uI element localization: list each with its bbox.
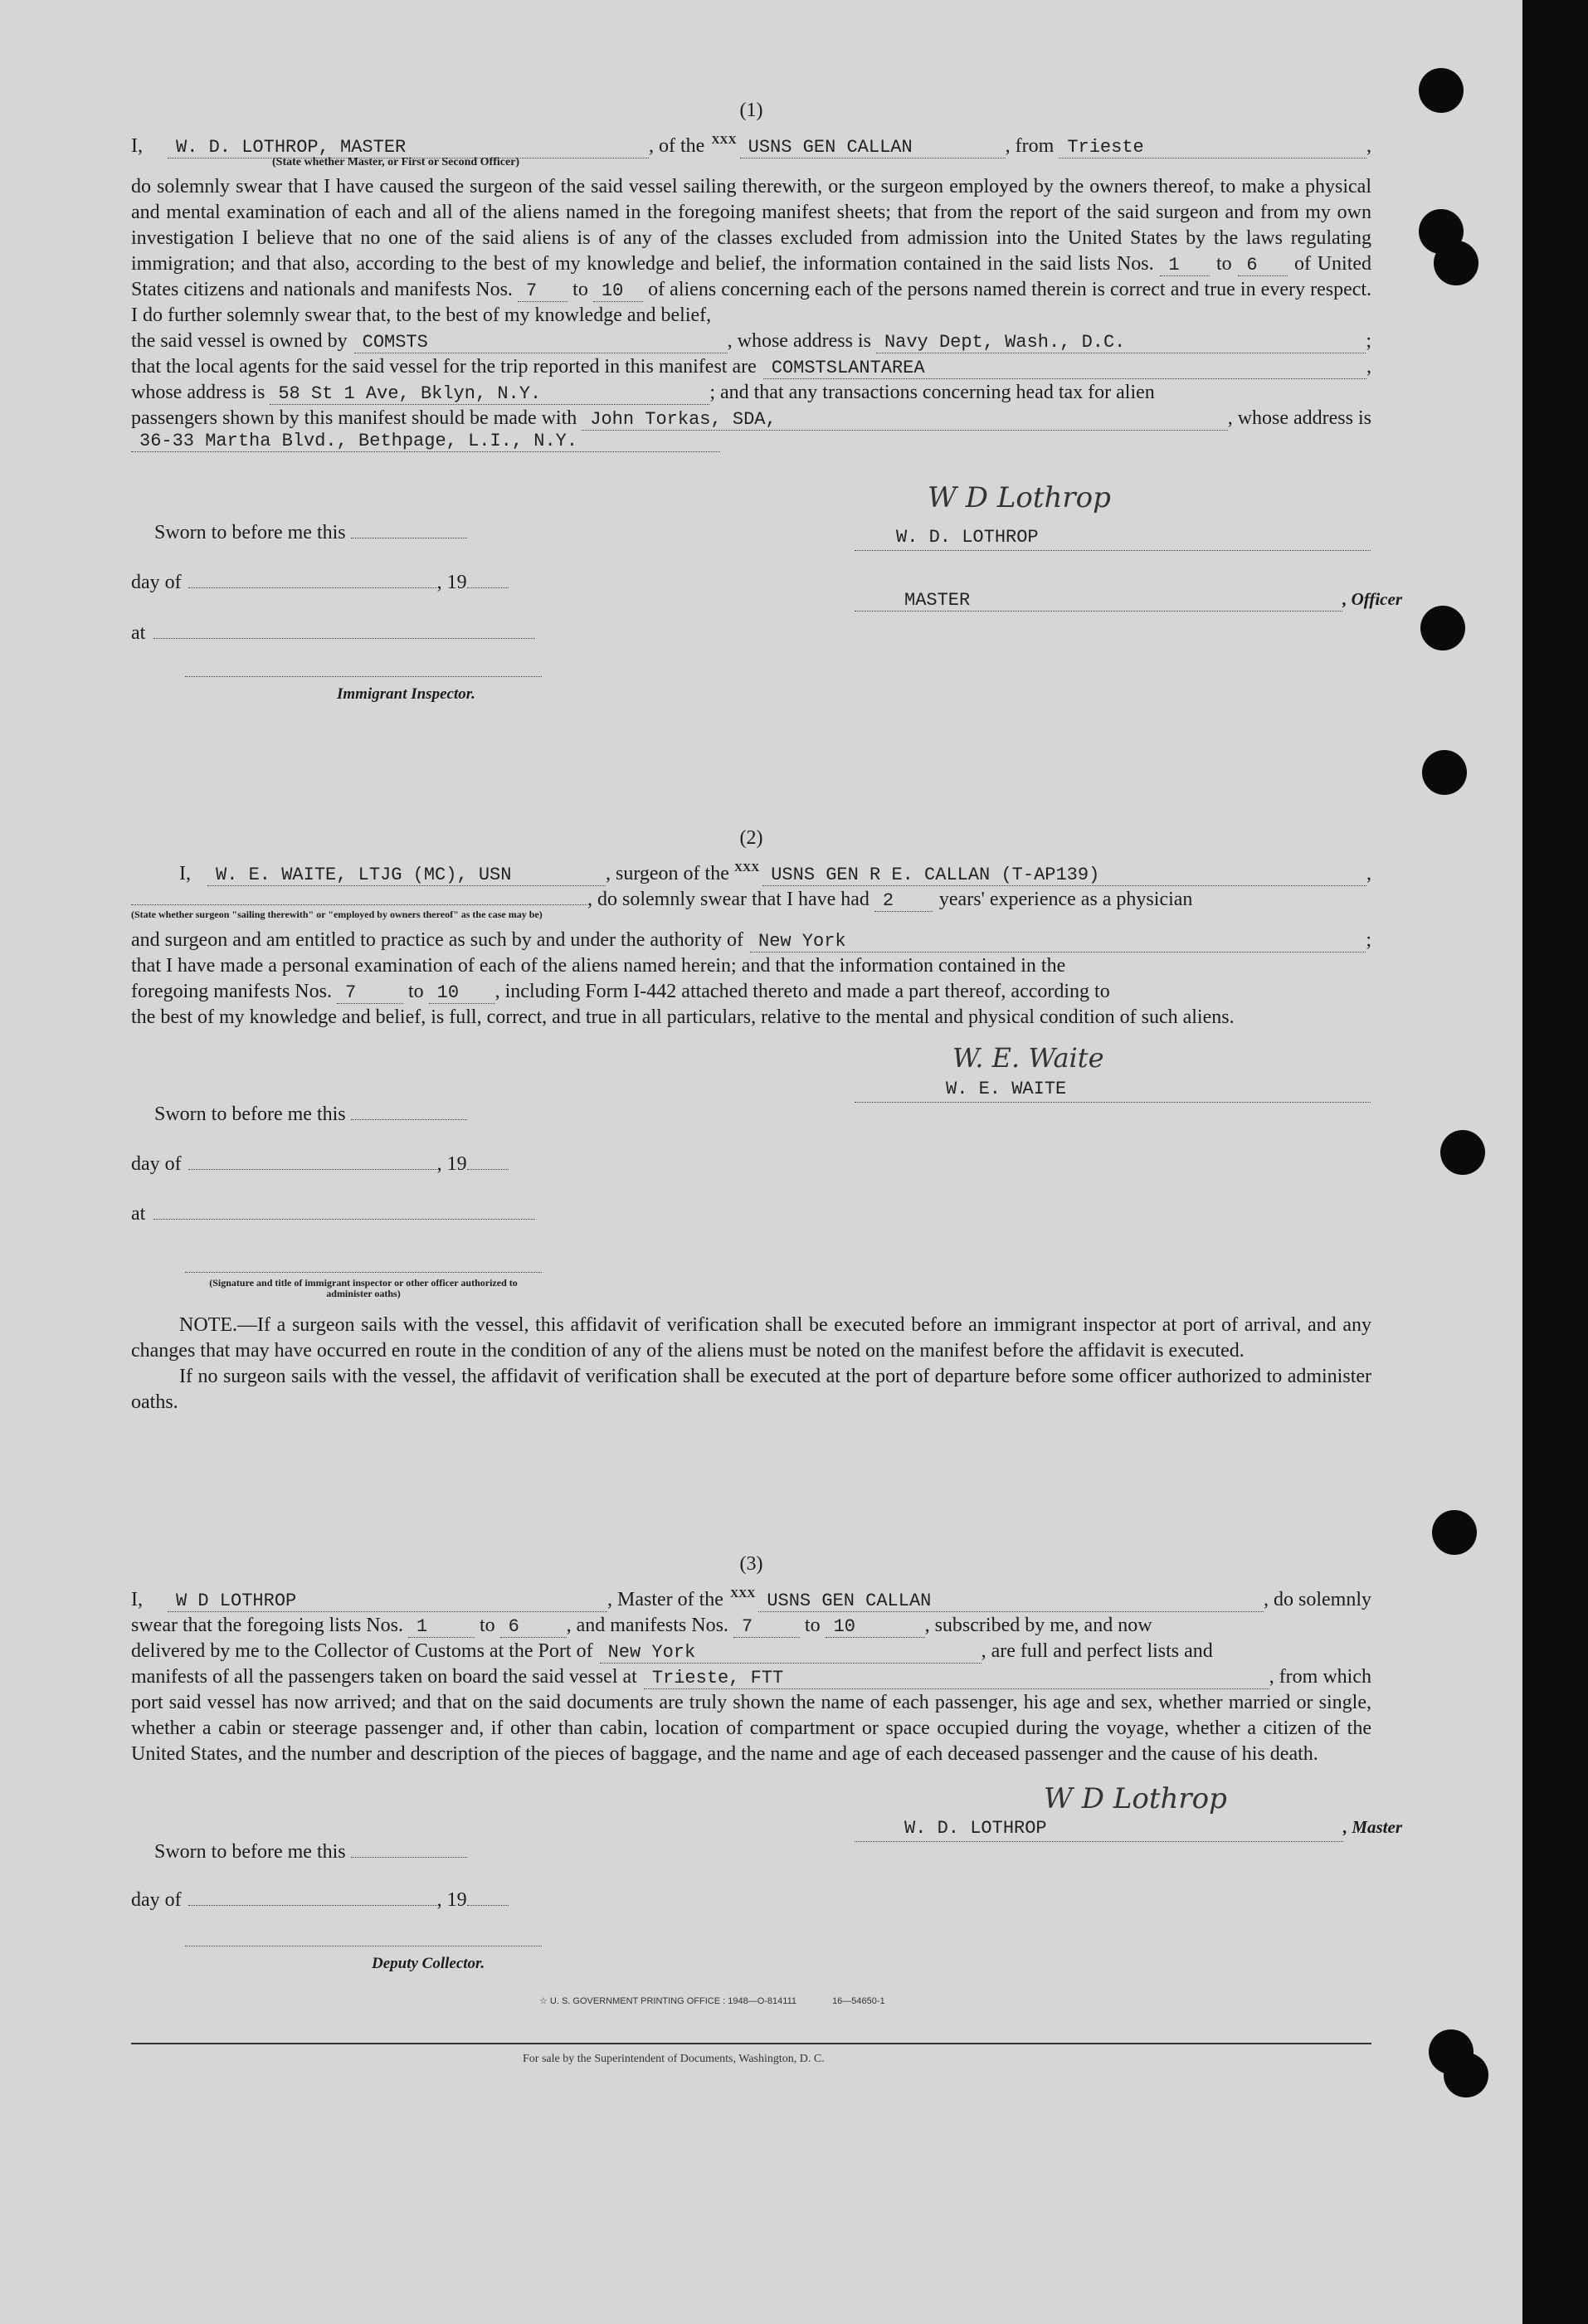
label-whose-address: , whose address is	[1227, 407, 1371, 429]
officer-signature-note: (Signature and title of immigrant inspector or other officer authorized to administer oaths)	[209, 1277, 518, 1299]
label-of-the: , of the	[649, 135, 705, 157]
lists-from-field: 1	[1160, 256, 1210, 276]
state-field: New York	[750, 932, 1366, 952]
manifests-from-field: 7	[733, 1617, 800, 1638]
label-year: , 19	[436, 572, 467, 593]
label-master-of: , Master of the	[607, 1589, 723, 1610]
day-of-line	[188, 1169, 437, 1170]
surgeon-typed-name: W. E. WAITE	[946, 1079, 1067, 1099]
manifests-from-field: 7	[518, 281, 567, 302]
authority-text: and surgeon and am entitled to practice as such by and under the authority of	[131, 929, 743, 951]
master-label: , Master	[1342, 1817, 1402, 1837]
label-i: I,	[131, 135, 143, 157]
form-text: , including Form I-442 attached thereto and made a part thereof, according to	[494, 981, 1110, 1002]
owner-address-field: Navy Dept, Wash., D.C.	[876, 333, 1366, 353]
label-to: to	[1216, 253, 1232, 275]
surgeon-handwritten-signature: W. E. Waite	[952, 1042, 1104, 1074]
officer-title-field: MASTER	[855, 591, 1342, 611]
label-year: , 19	[436, 1153, 467, 1175]
inspector-signature-line	[185, 676, 542, 677]
punch-hole	[1422, 750, 1467, 795]
manifests-to-field: 10	[429, 983, 495, 1004]
deputy-collector-label: Deputy Collector.	[372, 1955, 485, 1972]
delivered-text: delivered by me to the Collector of Customs at the Port of	[131, 1640, 593, 1662]
section-2-surgeon-oath	[131, 826, 1371, 1030]
agent-address-field: 58 St 1 Ave, Bklyn, N.Y.	[270, 384, 709, 405]
master-typed-name: W. D. LOTHROP	[904, 1818, 1047, 1839]
master-signature-line	[855, 524, 1371, 551]
tax-agent-field: John Torkas, SDA,	[582, 410, 1227, 431]
owner-field: COMSTS	[354, 333, 728, 353]
gpo-imprint	[539, 1995, 885, 2006]
from-port-field: Trieste, FTT	[644, 1669, 1269, 1689]
surgeon-note	[131, 1313, 1371, 1415]
label-day-of: day of	[131, 572, 182, 593]
arrival-paragraph: port said vessel has now arrived; and that on the said documents are truly shown the name of each passenger, his age and sex, whether married or single, whether a cabin or steerage passenger and, if other than cabin, location of compartment or space occupied during the voyage, whether a citizen of the United States, and the number and description of the pieces of baggage, and the name and age of each deceased passenger and the cause of his death.	[131, 1692, 1371, 1765]
label-day-of: day of	[131, 1153, 182, 1175]
master-name-field: W. D. LOTHROP, MASTER	[168, 138, 649, 158]
surgeon-name-field: W. E. WAITE, LTJG (MC), USN	[207, 865, 606, 886]
year-line	[467, 1169, 509, 1170]
form-number: 16—54650-1	[832, 1996, 885, 2006]
sworn-date-line	[351, 1857, 467, 1858]
swear-text: , do solemnly swear that I have had	[587, 889, 870, 910]
section-number: (2)	[739, 827, 763, 849]
lists-from-field: 1	[408, 1617, 475, 1638]
master-typed-name: W. D. LOTHROP	[896, 527, 1039, 548]
from-port-field: Trieste	[1059, 138, 1366, 158]
subscribed-text: , subscribed by me, and now	[924, 1615, 1152, 1636]
label-i: I,	[131, 1589, 143, 1610]
at-line	[153, 638, 535, 639]
years-field: 2	[874, 891, 933, 912]
manifests-from-field: 7	[337, 983, 403, 1004]
section-number: (1)	[739, 100, 763, 121]
manifests-text: manifests of all the passengers taken on board the said vessel at	[131, 1666, 637, 1688]
master-signature-line	[855, 1815, 1343, 1842]
strikeout-xxx: XXX	[733, 862, 760, 875]
manifests-to-field: 10	[826, 1617, 925, 1638]
surgeon-status-line	[131, 904, 587, 905]
master-name-field: W D LOTHROP	[168, 1591, 607, 1612]
oath-paragraph	[131, 174, 1371, 329]
surgeon-signature-line	[855, 1075, 1371, 1103]
year-line	[467, 1905, 509, 1906]
vessel-name-field: USNS GEN CALLAN	[740, 138, 1006, 158]
label-local-agents: that the local agents for the said vessel for the trip reported in this manifest are	[131, 356, 757, 378]
semicolon: ;	[1366, 330, 1371, 352]
section-3-master-oath	[131, 1552, 1371, 1767]
exam-text: that I have made a personal examination of each of the aliens named herein; and that the information contained in the	[131, 955, 1066, 977]
punch-hole	[1420, 606, 1465, 650]
sworn-date-line	[351, 1119, 467, 1120]
note-text-1: —If a surgeon sails with the vessel, this affidavit of verification shall be executed before an immigrant inspector at port of arrival, and any changes that may have occurred en route in the condition of any of the aliens must be noted on the manifest before the affidavit is executed.	[131, 1314, 1371, 1362]
punch-hole	[1440, 1130, 1485, 1175]
label-to: to	[804, 1615, 821, 1636]
oath-text-3: of aliens concerning each of the persons named therein is correct and true in every respect. I do further solemnly swear that, to the best of my knowledge and belief,	[131, 279, 1372, 326]
punch-hole	[1419, 68, 1464, 113]
note-text-2: If no surgeon sails with the vessel, the affidavit of verification shall be executed at the port of departure before some officer authorized to administer oaths.	[131, 1366, 1371, 1413]
surgeon-field-note: (State whether surgeon "sailing therewith" or "employed by owners thereof" as the case may be)	[131, 909, 543, 920]
foregoing-text: foregoing manifests Nos.	[131, 981, 332, 1002]
comma: ,	[1366, 863, 1371, 884]
section-number: (3)	[739, 1553, 763, 1575]
day-of-line	[188, 587, 437, 588]
master-handwritten-signature: W D Lothrop	[1044, 1782, 1227, 1815]
year-line	[467, 587, 509, 588]
immigrant-inspector-label: Immigrant Inspector.	[337, 685, 475, 703]
swear-text: swear that the foregoing lists Nos.	[131, 1615, 403, 1636]
comma: ,	[1366, 356, 1371, 378]
label-to: to	[572, 279, 588, 300]
from-which-text: , from which	[1269, 1666, 1371, 1688]
label-i: I,	[179, 863, 191, 884]
strikeout-xxx: XXX	[729, 1588, 756, 1600]
punch-hole	[1434, 241, 1478, 285]
tax-address-field: 36-33 Martha Blvd., Bethpage, L.I., N.Y.	[131, 431, 720, 452]
section-2-signature-block	[131, 1037, 1371, 1303]
label-whose-address: , whose address is	[727, 330, 871, 352]
agent-field: COMSTSLANTAREA	[763, 358, 1366, 379]
vessel-name-field: USNS GEN CALLAN	[758, 1591, 1264, 1612]
label-agent-address: whose address is	[131, 382, 265, 403]
label-from: , from	[1005, 135, 1055, 157]
label-sworn: Sworn to before me this	[154, 1104, 346, 1125]
vessel-name-field: USNS GEN R E. CALLAN (T-AP139)	[762, 865, 1366, 886]
punch-hole	[1432, 1510, 1477, 1555]
section-3-signature-block	[131, 1780, 1402, 1995]
semicolon: ;	[1366, 929, 1371, 951]
solemnly-text: , do solemnly	[1264, 1589, 1371, 1610]
note-label: NOTE.	[179, 1314, 237, 1336]
years-experience-text: years' experience as a physician	[938, 889, 1193, 910]
label-sworn: Sworn to before me this	[154, 1841, 346, 1863]
label-sworn: Sworn to before me this	[154, 522, 346, 543]
oath-text-1: do solemnly swear that I have caused the surgeon of the said vessel sailing therewith, or the surgeon employed by the owners thereof, to make a physical and mental examination of each and all of the aliens named in the foregoing manifest sheets; that from the report of the said surgeon and from my own investigation I believe that no one of the said aliens is of any of the classes excluded from admission into the United States by the laws regulating immigration; and that also, according to the best of my knowledge and belief, the information contained in the said lists Nos.	[131, 176, 1371, 275]
label-surgeon-of: , surgeon of the	[606, 863, 729, 884]
sale-notice: For sale by the Superintendent of Documents, Washington, D. C.	[523, 2053, 825, 2065]
manifests-to-field: 10	[593, 281, 643, 302]
label-to: to	[407, 981, 424, 1002]
officer-label: , Officer	[1342, 589, 1402, 609]
at-line	[153, 1219, 535, 1220]
belief-text: the best of my knowledge and belief, is full, correct, and true in all particulars, relative to the mental and physical condition of such aliens.	[131, 1006, 1235, 1028]
footer-rule	[131, 2043, 1371, 2044]
section-1-master-oath	[131, 98, 1371, 457]
oath-text-2: of United States citizens and nationals and manifests Nos.	[131, 253, 1372, 300]
lists-to-field: 6	[500, 1617, 567, 1638]
day-of-line	[188, 1905, 437, 1906]
officer-signature-line	[185, 1272, 542, 1273]
label-passengers: passengers shown by this manifest should be made with	[131, 407, 577, 429]
master-field-note: (State whether Master, or First or Second Officer)	[272, 156, 520, 168]
label-at: at	[131, 1203, 146, 1225]
and-manifests-text: , and manifests Nos.	[566, 1615, 728, 1636]
label-year: , 19	[436, 1889, 467, 1911]
label-at: at	[131, 622, 146, 644]
label-owned-by: the said vessel is owned by	[131, 330, 348, 352]
label-to: to	[479, 1615, 495, 1636]
master-handwritten-signature: W D Lothrop	[928, 481, 1111, 514]
punch-hole	[1444, 2053, 1488, 2097]
gpo-text: ☆ U. S. GOVERNMENT PRINTING OFFICE : 1948—O-814111	[539, 1996, 796, 2006]
head-tax-text: ; and that any transactions concerning head tax for alien	[709, 382, 1155, 403]
comma: ,	[1366, 135, 1371, 157]
full-lists-text: , are full and perfect lists and	[981, 1640, 1213, 1662]
strikeout-xxx: XXX	[711, 134, 737, 147]
section-1-signature-block	[131, 481, 1402, 726]
port-field: New York	[600, 1643, 982, 1664]
label-day-of: day of	[131, 1889, 182, 1911]
lists-to-field: 6	[1238, 256, 1288, 276]
